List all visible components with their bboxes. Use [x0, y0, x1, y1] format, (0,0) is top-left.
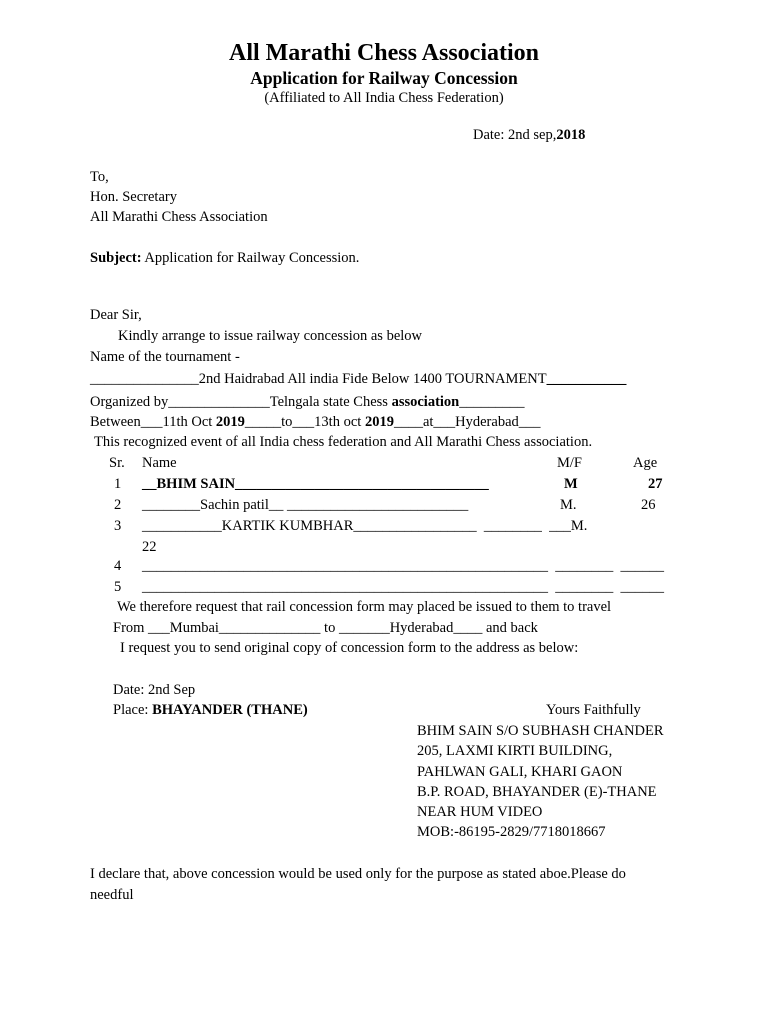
tournament-name: _______________2nd Haidrabad All india Fide Below 1400 TOURNAMENT: [90, 371, 547, 387]
row-3-age: 22: [142, 539, 157, 555]
dates-part-b: _____to___13th oct: [244, 414, 365, 430]
date-line: [473, 126, 585, 144]
sender-address-line-3: PAHLWAN GALI, KHARI GAON: [417, 764, 623, 780]
organizer-line: [90, 393, 524, 411]
row-4-blank: ________________________________________________________ ________ ______: [142, 558, 664, 574]
row-1-mf: M: [564, 476, 578, 492]
tournament-label: Name of the tournament -: [90, 349, 240, 365]
date-prefix: Date: 2nd sep,: [473, 127, 557, 143]
organizer-blank: _________: [459, 394, 525, 410]
subject-text: Application for Railway Concession.: [141, 250, 360, 266]
declaration-line-1: I declare that, above concession would be used only for the purpose as stated aboe.Please do: [90, 866, 626, 882]
place-label: Place:: [113, 702, 153, 718]
date-year: 2018: [556, 127, 586, 143]
document-subtitle: Application for Railway Concession: [250, 68, 518, 88]
closing-text: Yours Faithfully: [546, 702, 641, 718]
row-2-sr: 2: [114, 497, 122, 513]
sender-address-line-1: BHIM SAIN S/O SUBHASH CHANDER: [417, 723, 664, 739]
sender-address-line-2: 205, LAXMI KIRTI BUILDING,: [417, 743, 613, 759]
footer-date: Date: 2nd Sep: [113, 682, 196, 698]
place-value: BHAYANDER (THANE): [152, 702, 308, 718]
address-to: To,: [90, 169, 109, 185]
row-2-age: 26: [641, 497, 656, 513]
row-2-mf: M.: [560, 497, 577, 513]
row-2-name: ________Sachin patil__ _________________________: [142, 497, 469, 513]
dates-part-a: Between___11th Oct: [90, 414, 216, 430]
tournament-name-line: [90, 370, 626, 388]
salutation: Dear Sir,: [90, 307, 142, 323]
header-sr: Sr.: [109, 455, 125, 471]
row-1-sr: 1: [114, 476, 122, 492]
organizer-text: Organized by______________Telngala state Chess: [90, 394, 392, 410]
footer-place: [113, 701, 308, 719]
address-line-1: Hon. Secretary: [90, 189, 177, 205]
header-age: Age: [633, 455, 658, 471]
affiliation-note: (Affiliated to All India Chess Federation): [264, 90, 504, 106]
header-name: Name: [142, 455, 177, 471]
header-mf: M/F: [557, 455, 582, 471]
row-1-name: __BHIM SAIN___________________________________: [142, 476, 489, 492]
intro-text: Kindly arrange to issue railway concession as below: [118, 328, 423, 344]
recognition-text: This recognized event of all India chess federation and All Marathi Chess association.: [94, 434, 593, 450]
sender-mobile: MOB:-86195-2829/7718018667: [417, 824, 606, 840]
dates-part-c: ____at___Hyderabad___: [393, 414, 541, 430]
dates-line: [90, 413, 541, 431]
row-3-name: ___________KARTIK KUMBHAR_________________ ________ ___M.: [142, 518, 588, 534]
declaration-line-2: needful: [90, 887, 134, 903]
dates-year-2: 2019: [364, 414, 394, 430]
request-line-3: I request you to send original copy of concession form to the address as below:: [120, 640, 579, 656]
sender-address-line-4: B.P. ROAD, BHAYANDER (E)-THANE: [417, 784, 657, 800]
document-title: All Marathi Chess Association: [228, 40, 539, 66]
row-4-sr: 4: [114, 558, 122, 574]
dates-year-1: 2019: [215, 414, 245, 430]
subject-label: Subject:: [90, 250, 142, 266]
row-1-age: 27: [648, 476, 663, 492]
address-line-2: All Marathi Chess Association: [90, 209, 268, 225]
request-line-1: We therefore request that rail concession form may placed be issued to them to travel: [117, 599, 612, 615]
row-5-sr: 5: [114, 579, 122, 595]
tournament-name-blank: ___________: [546, 371, 627, 387]
row-3-sr: 3: [114, 518, 122, 534]
sender-address-line-5: NEAR HUM VIDEO: [417, 804, 543, 820]
organizer-bold: association: [391, 394, 460, 410]
subject-line: [90, 249, 359, 267]
request-line-2: From ___Mumbai______________ to _______Hyderabad____ and back: [113, 620, 538, 636]
row-5-blank: ________________________________________________________ ________ ______: [142, 579, 664, 595]
